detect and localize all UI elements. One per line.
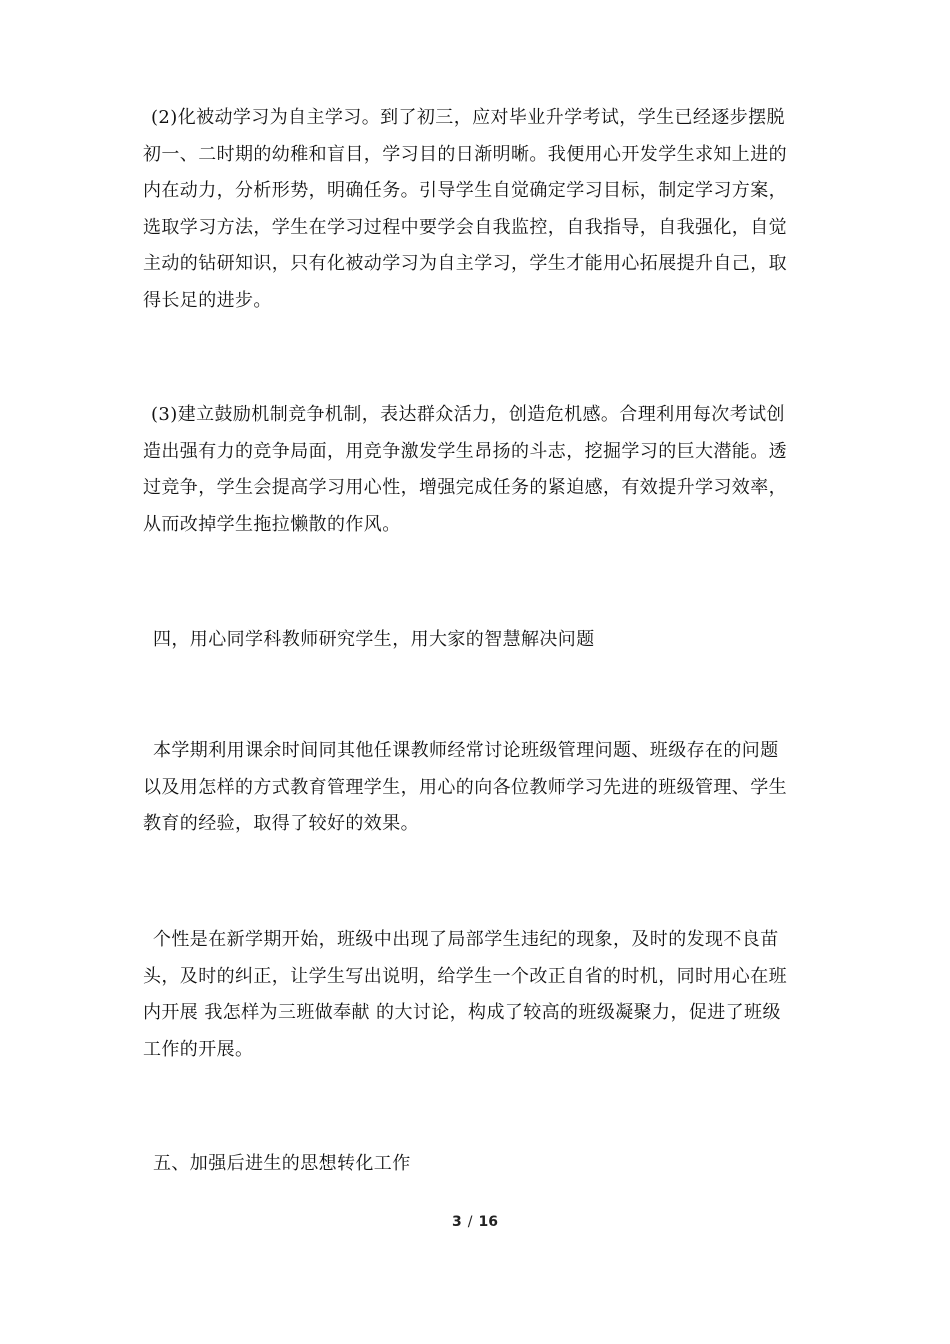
text-line: 主动的钻研知识，只有化被动学习为自主学习，学生才能用心拓展提升自己，取 xyxy=(143,253,787,274)
text-line: 过竞争，学生会提高学习用心性，增强完成任务的紧迫感，有效提升学习效率， xyxy=(143,477,787,498)
text-line: (3)建立鼓励机制竞争机制，表达群众活力，创造危机感。合理利用每次考试创 xyxy=(151,404,785,425)
paragraph-2-self-learning xyxy=(143,100,815,319)
current-page: 3 xyxy=(452,1214,462,1230)
text-line: 以及用怎样的方式教育管理学生，用心的向各位教师学习先进的班级管理、学生 xyxy=(143,776,787,798)
total-pages: 16 xyxy=(478,1214,498,1230)
text-line: 工作的开展。 xyxy=(143,1038,254,1060)
text-line: 内开展 我怎样为三班做奉献 的大讨论，构成了较高的班级凝聚力，促进了班级 xyxy=(143,1002,781,1023)
text-line: 得长足的进步。 xyxy=(143,289,272,311)
heading-text: 四，用心同学科教师研究学生，用大家的智慧解决问题 xyxy=(153,629,595,650)
text-line: (2)化被动学习为自主学习。到了初三，应对毕业升学考试，学生已经逐步摆脱 xyxy=(151,107,785,128)
text-line: 本学期利用课余时间同其他任课教师经常讨论班级管理问题、班级存在的问题 xyxy=(153,740,779,761)
section-heading-5 xyxy=(143,1146,815,1183)
text-line: 从而改掉学生拖拉懒散的作风。 xyxy=(143,513,401,535)
page-number xyxy=(0,1214,950,1230)
text-line: 造出强有力的竞争局面，用竞争激发学生昂扬的斗志，挖掘学习的巨大潜能。透 xyxy=(143,440,787,462)
page-separator: / xyxy=(467,1214,473,1230)
text-line: 个性是在新学期开始，班级中出现了局部学生违纪的现象，及时的发现不良苗 xyxy=(153,929,779,950)
text-line: 头，及时的纠正，让学生写出说明，给学生一个改正自省的时机，同时用心在班 xyxy=(143,965,787,987)
text-line: 选取学习方法，学生在学习过程中要学会自我监控，自我指导，自我强化，自觉 xyxy=(143,216,787,238)
paragraph-3-competition xyxy=(143,397,815,543)
text-line: 内在动力，分析形势，明确任务。引导学生自觉确定学习目标，制定学习方案， xyxy=(143,180,787,201)
text-line: 教育的经验，取得了较好的效果。 xyxy=(143,813,419,834)
paragraph-discipline xyxy=(143,922,815,1068)
heading-text: 五、加强后进生的思想转化工作 xyxy=(153,1153,411,1174)
paragraph-teacher-collaboration xyxy=(143,733,815,843)
text-line: 初一、二时期的幼稚和盲目，学习目的日渐明晰。我便用心开发学生求知上进的 xyxy=(143,143,787,165)
section-heading-4 xyxy=(143,622,815,659)
